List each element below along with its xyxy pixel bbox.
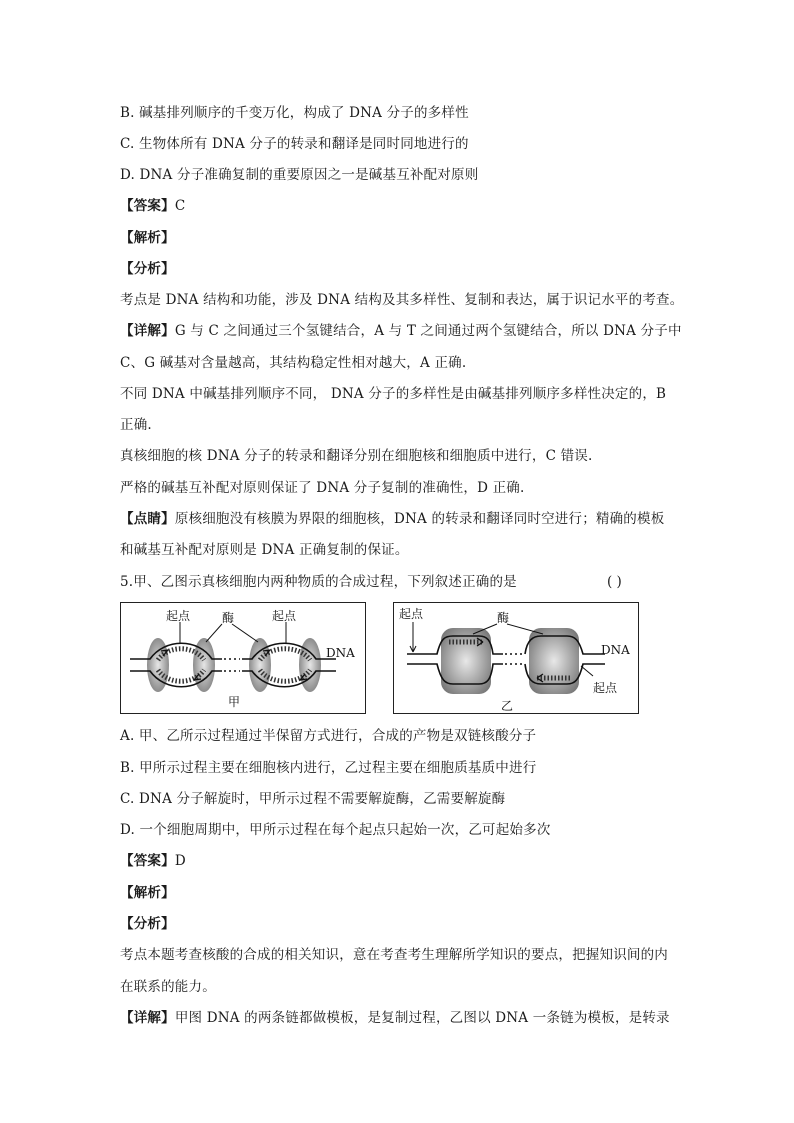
answer-tag: 【答案】 xyxy=(120,853,175,869)
option-d-q4: D. DNA 分子准确复制的重要原因之一是碱基互补配对原则 xyxy=(120,167,479,183)
question-5-stem: 5.甲、乙图示真核细胞内两种物质的合成过程，下列叙述正确的是 xyxy=(120,574,517,590)
detail-line-2-q4: C、G 碱基对含量越高，其结构稳定性相对越大，A 正确. xyxy=(120,355,467,371)
detail-line-4-q4: 正确. xyxy=(120,417,152,433)
option-d-q5: D. 一个细胞周期中，甲所示过程在每个起点只起始一次，乙可起始多次 xyxy=(120,822,551,838)
analysis-heading-q5: 【解析】 xyxy=(120,885,175,901)
detail-line-3-q4: 不同 DNA 中碱基排列顺序不同， DNA 分子的多样性是由碱基排列顺序多样性决定的，B xyxy=(120,386,667,402)
answer-paren: ( ) xyxy=(607,574,622,590)
label-mei: 酶 xyxy=(222,611,235,625)
answer-q5 xyxy=(120,852,186,870)
answer-q4 xyxy=(120,197,185,215)
label-mei: 酶 xyxy=(497,611,510,625)
label-qidian-top: 起点 xyxy=(399,607,424,621)
option-c-q4: C. 生物体所有 DNA 分子的转录和翻译是同时同地进行的 xyxy=(120,136,469,152)
dianjing-tag: 【点睛】 xyxy=(120,511,175,527)
detail-line-1-q4 xyxy=(120,322,682,340)
option-b-q4: B. 碱基排列顺序的千变万化，构成了 DNA 分子的多样性 xyxy=(120,105,469,121)
answer-tag: 【答案】 xyxy=(120,198,175,214)
label-dna: DNA xyxy=(326,646,355,660)
option-a-q5: A. 甲、乙所示过程通过半保留方式进行，合成的产物是双链核酸分子 xyxy=(120,728,537,744)
fenxi-line-2-q5: 在联系的能力。 xyxy=(120,979,216,995)
label-qidian-bottom: 起点 xyxy=(593,681,618,695)
figure-jia xyxy=(120,602,366,714)
dianjing-line-2-q4: 和碱基互补配对原则是 DNA 正确复制的保证。 xyxy=(120,542,409,558)
fenxi-text-q4: 考点是 DNA 结构和功能，涉及 DNA 结构及其多样性、复制和表达，属于识记水平的考查。 xyxy=(120,292,684,308)
option-b-q5: B. 甲所示过程主要在细胞核内进行，乙过程主要在细胞质基质中进行 xyxy=(120,760,537,776)
answer-value: C xyxy=(174,198,186,214)
option-c-q5: C. DNA 分子解旋时，甲所示过程不需要解旋酶，乙需要解旋酶 xyxy=(120,791,506,807)
detail-line-5-q4: 真核细胞的核 DNA 分子的转录和翻译分别在细胞核和细胞质中进行，C 错误. xyxy=(120,448,593,464)
detail-text: G 与 C 之间通过三个氢键结合，A 与 T 之间通过两个氢键结合，所以 DNA 分子中 xyxy=(174,323,682,339)
caption-jia: 甲 xyxy=(228,695,241,709)
fenxi-line-1-q5: 考点本题考查核酸的合成的相关知识，意在考查考生理解所学知识的要点，把握知识间的内 xyxy=(120,947,668,963)
label-qidian-right: 起点 xyxy=(272,609,297,623)
detail-line-1-q5 xyxy=(120,1009,670,1027)
dianjing-line-1-q4 xyxy=(120,510,664,528)
dianjing-text: 原核细胞没有核膜为界限的细胞核，DNA 的转录和翻译同时空进行；精确的模板 xyxy=(174,511,665,527)
label-qidian-left: 起点 xyxy=(166,609,191,623)
caption-yi: 乙 xyxy=(501,699,514,713)
figure-yi xyxy=(393,602,639,714)
detail-line-6-q4: 严格的碱基互补配对原则保证了 DNA 分子复制的准确性，D 正确. xyxy=(120,480,525,496)
analysis-heading-q4: 【解析】 xyxy=(120,230,175,246)
answer-value: D xyxy=(174,853,186,869)
detail-tag: 【详解】 xyxy=(120,323,175,339)
label-dna: DNA xyxy=(601,643,630,657)
detail-tag: 【详解】 xyxy=(120,1010,175,1026)
detail-text: 甲图 DNA 的两条链都做模板，是复制过程，乙图以 DNA 一条链为模板，是转录 xyxy=(174,1010,670,1026)
fenxi-heading-q5: 【分析】 xyxy=(120,916,175,932)
fenxi-heading-q4: 【分析】 xyxy=(120,261,175,277)
enzyme-shape xyxy=(299,638,321,692)
